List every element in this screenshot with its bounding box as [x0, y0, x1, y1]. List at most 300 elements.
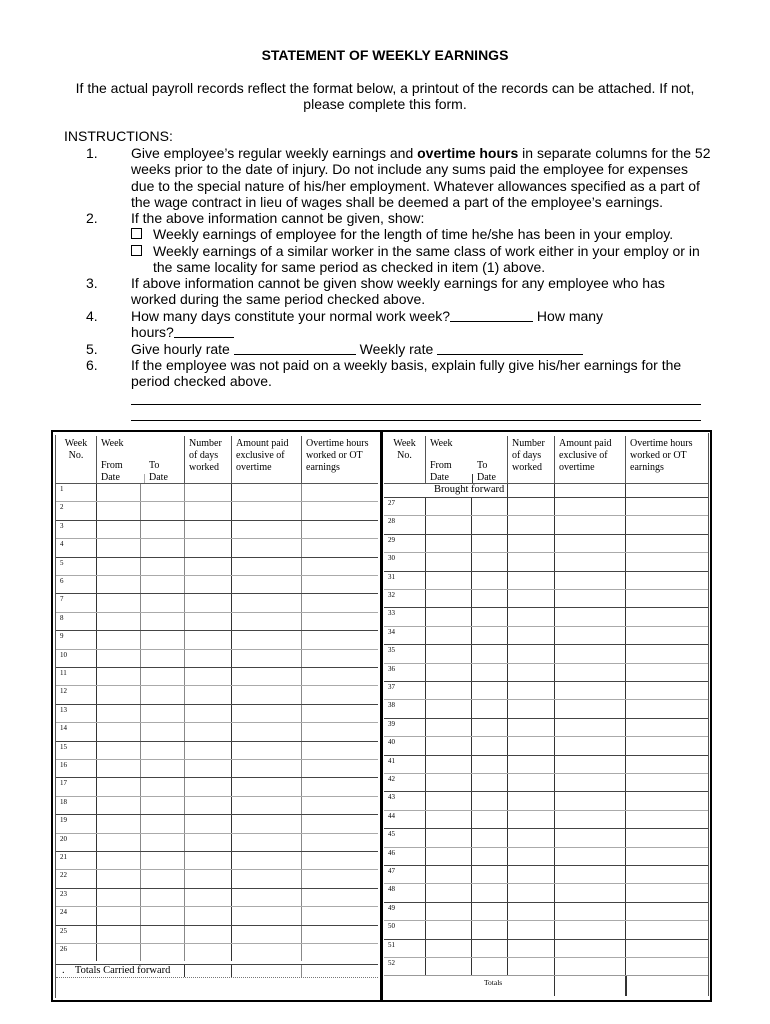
overtime-cell[interactable] — [626, 756, 708, 773]
amount-paid-cell[interactable] — [555, 700, 626, 717]
checkbox[interactable] — [131, 228, 142, 239]
days-worked-cell[interactable] — [508, 866, 555, 883]
week-no-cell — [384, 627, 426, 644]
from-date-cell[interactable] — [97, 594, 141, 611]
days-worked-cell[interactable] — [185, 594, 232, 611]
from-date-cell[interactable] — [97, 723, 141, 740]
to-date-cell[interactable] — [472, 590, 508, 607]
amount-paid-cell[interactable] — [555, 792, 626, 809]
to-date-cell[interactable] — [472, 498, 508, 515]
amount-paid-cell[interactable] — [555, 719, 626, 736]
week-number: 39 — [388, 719, 395, 728]
overtime-cell[interactable] — [626, 829, 708, 846]
overtime-cell[interactable] — [626, 921, 708, 938]
work-week-days-field[interactable] — [450, 309, 533, 322]
from-date-cell[interactable] — [97, 760, 141, 777]
days-worked-cell[interactable] — [185, 484, 232, 501]
from-date-cell[interactable] — [97, 926, 141, 943]
from-date-cell[interactable] — [426, 829, 472, 846]
from-date-cell[interactable] — [97, 834, 141, 851]
days-worked-cell[interactable] — [185, 502, 232, 519]
from-date-cell[interactable] — [426, 498, 472, 515]
to-date-cell[interactable] — [141, 668, 185, 685]
overtime-cell[interactable] — [302, 852, 378, 869]
from-date-cell[interactable] — [97, 907, 141, 924]
to-date-cell[interactable] — [472, 627, 508, 644]
explanation-line-2[interactable] — [131, 420, 701, 421]
to-date-cell[interactable] — [141, 870, 185, 887]
from-date-cell[interactable] — [97, 852, 141, 869]
to-date-cell[interactable] — [472, 866, 508, 883]
to-date-cell[interactable] — [141, 778, 185, 795]
amount-paid-cell[interactable] — [232, 870, 302, 887]
instruction-text-part: How many hours? — [131, 308, 604, 341]
to-date-cell[interactable] — [472, 958, 508, 975]
days-worked-cell[interactable] — [185, 686, 232, 703]
days-worked-cell[interactable] — [508, 682, 555, 699]
overtime-cell[interactable] — [626, 572, 708, 589]
from-date-cell[interactable] — [97, 815, 141, 832]
overtime-cell[interactable] — [302, 668, 378, 685]
days-worked-cell[interactable] — [508, 498, 555, 515]
overtime-cell[interactable] — [626, 608, 708, 625]
to-date-cell[interactable] — [472, 792, 508, 809]
amount-paid-cell[interactable] — [232, 889, 302, 906]
days-worked-cell[interactable] — [508, 572, 555, 589]
table-row — [384, 791, 708, 809]
amount-paid-cell[interactable] — [232, 650, 302, 667]
overtime-cell[interactable] — [626, 645, 708, 662]
to-date-cell[interactable] — [141, 594, 185, 611]
table-row — [384, 883, 708, 901]
to-date-cell[interactable] — [141, 558, 185, 575]
overtime-cell[interactable] — [302, 631, 378, 648]
amount-paid-cell[interactable] — [555, 811, 626, 828]
to-date-cell[interactable] — [141, 815, 185, 832]
amount-paid-cell[interactable] — [555, 516, 626, 533]
overtime-cell[interactable] — [626, 553, 708, 570]
amount-paid-cell[interactable] — [232, 484, 302, 501]
days-worked-cell[interactable] — [508, 811, 555, 828]
to-date-cell[interactable] — [141, 631, 185, 648]
week-no-cell — [384, 940, 426, 957]
to-date-cell[interactable] — [141, 907, 185, 924]
from-date-cell[interactable] — [426, 811, 472, 828]
instruction-number: 2. — [86, 210, 98, 226]
days-worked-cell[interactable] — [508, 792, 555, 809]
amount-paid-cell[interactable] — [232, 907, 302, 924]
days-worked-cell[interactable] — [185, 778, 232, 795]
days-worked-cell[interactable] — [185, 907, 232, 924]
overtime-cell[interactable] — [626, 516, 708, 533]
table-row — [56, 575, 378, 593]
to-date-cell[interactable] — [141, 926, 185, 943]
to-date-cell[interactable] — [472, 719, 508, 736]
from-date-cell[interactable] — [97, 484, 141, 501]
days-worked-cell[interactable] — [185, 650, 232, 667]
amount-paid-cell[interactable] — [555, 921, 626, 938]
amount-paid-cell[interactable] — [555, 756, 626, 773]
brought-forward-row — [384, 483, 708, 497]
amount-paid-cell[interactable] — [555, 590, 626, 607]
from-date-cell[interactable] — [97, 686, 141, 703]
to-date-cell[interactable] — [472, 921, 508, 938]
days-worked-cell[interactable] — [508, 774, 555, 791]
amount-paid-cell[interactable] — [555, 940, 626, 957]
amount-paid-cell[interactable] — [232, 631, 302, 648]
overtime-cell[interactable] — [302, 686, 378, 703]
to-date-cell[interactable] — [472, 664, 508, 681]
days-worked-cell[interactable] — [185, 521, 232, 538]
days-worked-cell[interactable] — [508, 645, 555, 662]
overtime-cell[interactable] — [626, 884, 708, 901]
days-worked-cell[interactable] — [185, 852, 232, 869]
days-worked-cell[interactable] — [185, 889, 232, 906]
days-worked-cell[interactable] — [185, 834, 232, 851]
option-2[interactable] — [131, 243, 711, 276]
overtime-cell[interactable] — [626, 866, 708, 883]
totals-days-cell[interactable] — [185, 965, 232, 977]
from-date-cell[interactable] — [426, 903, 472, 920]
amount-paid-cell[interactable] — [555, 682, 626, 699]
overtime-cell[interactable] — [302, 705, 378, 722]
brought-forward-days-cell[interactable] — [508, 484, 555, 497]
from-date-cell[interactable] — [426, 608, 472, 625]
amount-paid-cell[interactable] — [555, 903, 626, 920]
days-worked-cell[interactable] — [185, 760, 232, 777]
to-date-cell[interactable] — [141, 742, 185, 759]
from-date-cell[interactable] — [97, 889, 141, 906]
overtime-cell[interactable] — [302, 834, 378, 851]
overtime-cell[interactable] — [302, 521, 378, 538]
from-date-cell[interactable] — [97, 668, 141, 685]
amount-paid-cell[interactable] — [232, 778, 302, 795]
amount-paid-cell[interactable] — [232, 502, 302, 519]
overtime-cell[interactable] — [626, 627, 708, 644]
from-date-cell[interactable] — [426, 774, 472, 791]
table-row — [384, 847, 708, 865]
to-date-cell[interactable] — [141, 889, 185, 906]
from-date-cell[interactable] — [97, 539, 141, 556]
to-date-cell[interactable] — [472, 903, 508, 920]
to-date-cell[interactable] — [141, 705, 185, 722]
to-date-cell[interactable] — [141, 650, 185, 667]
overtime-cell[interactable] — [626, 792, 708, 809]
amount-paid-cell[interactable] — [555, 664, 626, 681]
to-date-cell[interactable] — [472, 645, 508, 662]
days-worked-cell[interactable] — [508, 590, 555, 607]
to-date-cell[interactable] — [141, 723, 185, 740]
to-date-cell[interactable] — [141, 539, 185, 556]
overtime-cell[interactable] — [626, 848, 708, 865]
days-worked-cell[interactable] — [508, 884, 555, 901]
amount-paid-cell[interactable] — [555, 645, 626, 662]
header-to-date: Date — [477, 472, 496, 483]
to-date-cell[interactable] — [141, 502, 185, 519]
amount-paid-cell[interactable] — [232, 815, 302, 832]
days-worked-cell[interactable] — [508, 848, 555, 865]
from-date-cell[interactable] — [426, 866, 472, 883]
weekly-rate-field[interactable] — [437, 342, 583, 355]
week-number: 19 — [60, 816, 67, 825]
from-date-cell[interactable] — [97, 521, 141, 538]
amount-paid-cell[interactable] — [232, 594, 302, 611]
from-date-cell[interactable] — [97, 944, 141, 961]
overtime-cell[interactable] — [626, 682, 708, 699]
amount-paid-cell[interactable] — [555, 608, 626, 625]
to-date-cell[interactable] — [141, 797, 185, 814]
to-date-cell[interactable] — [141, 576, 185, 593]
from-date-cell[interactable] — [426, 553, 472, 570]
overtime-cell[interactable] — [302, 558, 378, 575]
days-worked-cell[interactable] — [508, 719, 555, 736]
amount-paid-cell[interactable] — [555, 884, 626, 901]
overtime-cell[interactable] — [302, 889, 378, 906]
from-date-cell[interactable] — [426, 590, 472, 607]
amount-paid-cell[interactable] — [232, 539, 302, 556]
from-date-cell[interactable] — [426, 664, 472, 681]
from-date-cell[interactable] — [426, 645, 472, 662]
from-date-cell[interactable] — [97, 870, 141, 887]
amount-paid-cell[interactable] — [555, 774, 626, 791]
overtime-cell[interactable] — [302, 778, 378, 795]
brought-forward-overtime-cell[interactable] — [626, 484, 708, 497]
from-date-cell[interactable] — [426, 792, 472, 809]
days-worked-cell[interactable] — [508, 535, 555, 552]
amount-paid-cell[interactable] — [555, 572, 626, 589]
days-worked-cell[interactable] — [508, 664, 555, 681]
overtime-cell[interactable] — [302, 815, 378, 832]
overtime-cell[interactable] — [302, 797, 378, 814]
from-date-cell[interactable] — [97, 576, 141, 593]
overtime-cell[interactable] — [626, 719, 708, 736]
from-date-cell[interactable] — [426, 940, 472, 957]
overtime-cell[interactable] — [302, 502, 378, 519]
from-date-cell[interactable] — [97, 778, 141, 795]
to-date-cell[interactable] — [141, 944, 185, 961]
from-date-cell[interactable] — [97, 558, 141, 575]
overtime-cell[interactable] — [626, 940, 708, 957]
days-worked-cell[interactable] — [185, 576, 232, 593]
week-number: 25 — [60, 926, 67, 935]
amount-paid-cell[interactable] — [555, 848, 626, 865]
days-worked-cell[interactable] — [185, 742, 232, 759]
overtime-cell[interactable] — [302, 870, 378, 887]
hourly-rate-field[interactable] — [234, 342, 356, 355]
amount-paid-cell[interactable] — [555, 866, 626, 883]
days-worked-cell[interactable] — [508, 608, 555, 625]
from-date-cell[interactable] — [97, 650, 141, 667]
totals-days-cell[interactable] — [555, 976, 626, 996]
amount-paid-cell[interactable] — [555, 535, 626, 552]
days-worked-cell[interactable] — [185, 558, 232, 575]
from-date-cell[interactable] — [426, 627, 472, 644]
overtime-cell[interactable] — [302, 650, 378, 667]
explanation-line-1[interactable] — [131, 404, 701, 405]
overtime-cell[interactable] — [302, 907, 378, 924]
table-row — [56, 741, 378, 759]
amount-paid-cell[interactable] — [555, 958, 626, 975]
amount-paid-cell[interactable] — [232, 852, 302, 869]
days-worked-cell[interactable] — [508, 553, 555, 570]
to-date-cell[interactable] — [472, 553, 508, 570]
to-date-cell[interactable] — [472, 516, 508, 533]
week-no-cell — [384, 829, 426, 846]
to-date-cell[interactable] — [472, 884, 508, 901]
amount-paid-cell[interactable] — [232, 576, 302, 593]
to-date-cell[interactable] — [472, 572, 508, 589]
from-date-cell[interactable] — [426, 572, 472, 589]
from-date-cell[interactable] — [97, 742, 141, 759]
to-date-cell[interactable] — [472, 848, 508, 865]
amount-paid-cell[interactable] — [555, 627, 626, 644]
to-date-cell[interactable] — [141, 521, 185, 538]
from-date-cell[interactable] — [426, 958, 472, 975]
days-worked-cell[interactable] — [185, 723, 232, 740]
days-worked-cell[interactable] — [185, 797, 232, 814]
overtime-cell[interactable] — [302, 613, 378, 630]
days-worked-cell[interactable] — [508, 958, 555, 975]
days-worked-cell[interactable] — [508, 516, 555, 533]
from-date-cell[interactable] — [426, 921, 472, 938]
overtime-cell[interactable] — [626, 700, 708, 717]
to-date-cell[interactable] — [141, 686, 185, 703]
amount-paid-cell[interactable] — [232, 521, 302, 538]
amount-paid-cell[interactable] — [232, 797, 302, 814]
from-date-cell[interactable] — [97, 502, 141, 519]
days-worked-cell[interactable] — [185, 815, 232, 832]
from-date-cell[interactable] — [97, 797, 141, 814]
to-date-cell[interactable] — [472, 756, 508, 773]
header-amount: Amount paid exclusive of overtime — [555, 436, 626, 483]
amount-paid-cell[interactable] — [555, 829, 626, 846]
days-worked-cell[interactable] — [185, 631, 232, 648]
amount-paid-cell[interactable] — [232, 558, 302, 575]
from-date-cell[interactable] — [426, 682, 472, 699]
amount-paid-cell[interactable] — [232, 686, 302, 703]
from-date-cell[interactable] — [426, 737, 472, 754]
overtime-cell[interactable] — [302, 944, 378, 961]
totals-amount-cell[interactable] — [626, 976, 627, 996]
from-date-cell[interactable] — [426, 848, 472, 865]
from-date-cell[interactable] — [426, 700, 472, 717]
overtime-cell[interactable] — [302, 742, 378, 759]
overtime-cell[interactable] — [626, 903, 708, 920]
days-worked-cell[interactable] — [508, 903, 555, 920]
days-worked-cell[interactable] — [185, 870, 232, 887]
amount-paid-cell[interactable] — [232, 926, 302, 943]
header-bottom-rule — [384, 483, 708, 484]
amount-paid-cell[interactable] — [555, 737, 626, 754]
to-date-cell[interactable] — [472, 608, 508, 625]
overtime-cell[interactable] — [626, 958, 708, 975]
from-date-cell[interactable] — [97, 631, 141, 648]
instruction-bold-text: overtime hours — [417, 145, 519, 161]
overtime-cell[interactable] — [302, 539, 378, 556]
overtime-cell[interactable] — [302, 576, 378, 593]
amount-paid-cell[interactable] — [232, 742, 302, 759]
overtime-cell[interactable] — [302, 484, 378, 501]
amount-paid-cell[interactable] — [232, 613, 302, 630]
days-worked-cell[interactable] — [508, 921, 555, 938]
work-week-hours-field[interactable] — [174, 325, 234, 338]
checkbox[interactable] — [131, 245, 142, 256]
amount-paid-cell[interactable] — [232, 834, 302, 851]
amount-paid-cell[interactable] — [555, 553, 626, 570]
days-worked-cell[interactable] — [508, 700, 555, 717]
week-no-cell — [56, 668, 97, 685]
days-worked-cell[interactable] — [508, 756, 555, 773]
amount-paid-cell[interactable] — [232, 944, 302, 961]
from-date-cell[interactable] — [426, 719, 472, 736]
brought-forward-amount-cell[interactable] — [555, 484, 626, 497]
to-date-cell[interactable] — [141, 613, 185, 630]
overtime-cell[interactable] — [626, 498, 708, 515]
totals-overtime-cell[interactable] — [302, 965, 378, 977]
amount-paid-cell[interactable] — [232, 760, 302, 777]
amount-paid-cell[interactable] — [232, 705, 302, 722]
days-worked-cell[interactable] — [508, 940, 555, 957]
to-date-cell[interactable] — [472, 940, 508, 957]
from-date-cell[interactable] — [426, 884, 472, 901]
overtime-cell[interactable] — [302, 760, 378, 777]
to-date-cell[interactable] — [472, 829, 508, 846]
to-date-cell[interactable] — [472, 700, 508, 717]
overtime-cell[interactable] — [626, 811, 708, 828]
days-worked-cell[interactable] — [185, 926, 232, 943]
overtime-cell[interactable] — [302, 926, 378, 943]
days-worked-cell[interactable] — [185, 668, 232, 685]
to-date-cell[interactable] — [141, 834, 185, 851]
days-worked-cell[interactable] — [508, 627, 555, 644]
to-date-cell[interactable] — [472, 811, 508, 828]
to-date-cell[interactable] — [141, 760, 185, 777]
from-date-cell[interactable] — [426, 756, 472, 773]
from-date-cell[interactable] — [97, 705, 141, 722]
overtime-cell[interactable] — [626, 737, 708, 754]
days-worked-cell[interactable] — [508, 737, 555, 754]
to-date-cell[interactable] — [472, 737, 508, 754]
overtime-cell[interactable] — [626, 535, 708, 552]
to-date-cell[interactable] — [472, 682, 508, 699]
to-date-cell[interactable] — [141, 852, 185, 869]
days-worked-cell[interactable] — [185, 613, 232, 630]
amount-paid-cell[interactable] — [555, 498, 626, 515]
option-1[interactable] — [131, 226, 711, 242]
totals-amount-cell[interactable] — [232, 965, 302, 977]
overtime-cell[interactable] — [626, 774, 708, 791]
days-worked-cell[interactable] — [185, 944, 232, 961]
days-worked-cell[interactable] — [508, 829, 555, 846]
to-date-cell[interactable] — [141, 484, 185, 501]
amount-paid-cell[interactable] — [232, 723, 302, 740]
to-date-cell[interactable] — [472, 774, 508, 791]
days-worked-cell[interactable] — [185, 539, 232, 556]
week-no-cell — [384, 903, 426, 920]
from-date-cell[interactable] — [426, 516, 472, 533]
from-date-cell[interactable] — [97, 613, 141, 630]
overtime-cell[interactable] — [302, 594, 378, 611]
days-worked-cell[interactable] — [185, 705, 232, 722]
overtime-cell[interactable] — [302, 723, 378, 740]
amount-paid-cell[interactable] — [232, 668, 302, 685]
overtime-cell[interactable] — [626, 664, 708, 681]
overtime-cell[interactable] — [626, 590, 708, 607]
from-date-cell[interactable] — [426, 535, 472, 552]
table-row — [384, 865, 708, 883]
week-no-cell — [384, 884, 426, 901]
to-date-cell[interactable] — [472, 535, 508, 552]
